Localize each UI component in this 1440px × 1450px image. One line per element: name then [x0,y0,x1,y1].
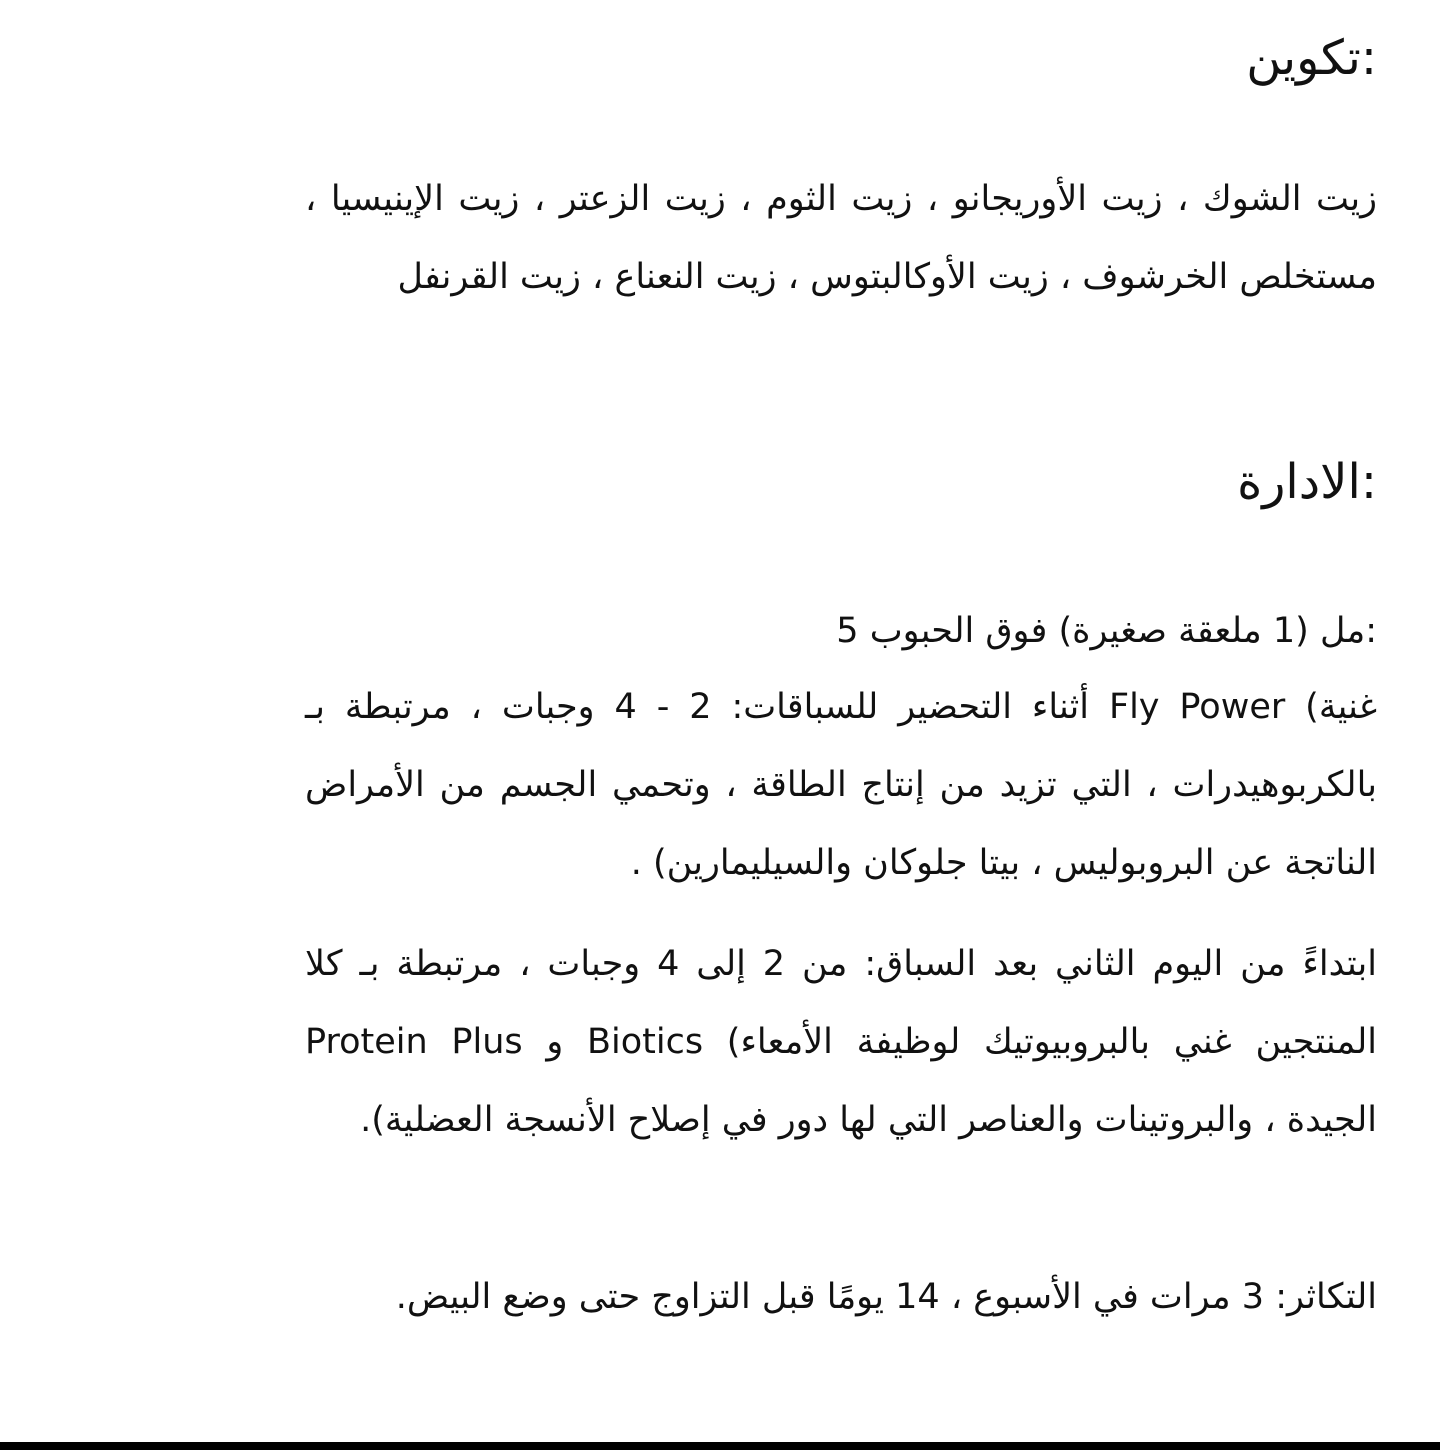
administration-heading-text: :الادارة [1237,454,1377,510]
breeding-paragraph: التكاثر: 3 مرات في الأسبوع ، 14 يومًا قبل التزاوج حتى وضع البيض. [395,1277,1377,1317]
administration-heading [305,452,1377,512]
race-preparation-paragraph: غنية) Fly Power أثناء التحضير للسباقات: 2 - 4 وجبات ، مرتبطة بـ بالكربوهيدرات ، التي تزيد من إنتاج الطاقة ، وتحمي الجسم من الأمراض الناتجة عن البروبوليس ، بيتا جلوكان والسيليمارين) . [305,687,1378,883]
post-race-paragraph: ابتداءً من اليوم الثاني بعد السباق: من 2 إلى 4 وجبات ، مرتبطة بـ كلا المنتجين غني بالبروبيوتيك لوظيفة الأمعاء) Biotics و Protein Plus الجيدة ، والبروتينات والعناصر التي لها دور في إصلاح الأنسجة العضلية). [305,944,1378,1140]
bottom-border [0,1442,1440,1450]
composition-heading-text: :تكوين [1246,30,1377,86]
dosage-paragraph: :مل (1 ملعقة صغيرة) فوق الحبوب 5 [836,611,1377,651]
composition-heading [305,28,1377,88]
composition-paragraph: زيت الشوك ، زيت الأوريجانو ، زيت الثوم ، زيت الزعتر ، زيت الإينيسيا ، مستخلص الخرشوف ، زيت الأوكالبتوس ، زيت النعناع ، زيت القرنفل [305,179,1377,297]
